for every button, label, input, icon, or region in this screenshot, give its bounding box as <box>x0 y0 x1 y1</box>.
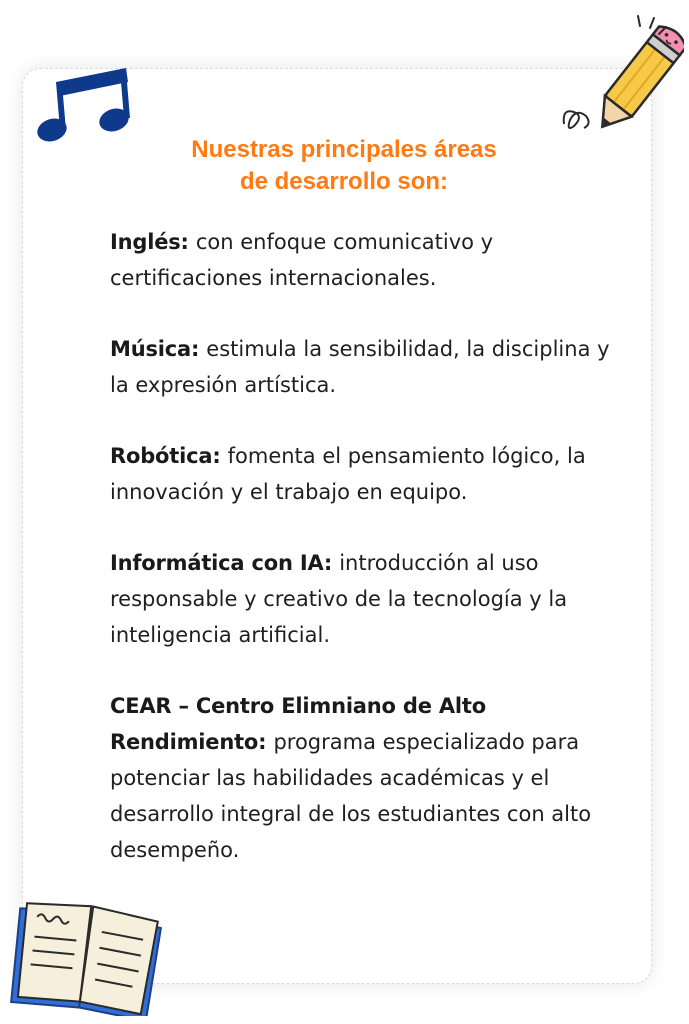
area-term: Robótica: <box>110 444 228 468</box>
area-description: estimula la sensibilidad, la disciplina y la expresión artística. <box>110 337 610 397</box>
area-description: introducción al uso responsable y creativo de la tecnología y la inteligencia artificial. <box>110 551 568 647</box>
page-heading <box>110 134 578 198</box>
area-description: fomenta el pensamiento lógico, la innovación y el trabajo en equipo. <box>110 444 586 504</box>
heading-line-2: de desarrollo son: <box>239 168 449 195</box>
area-term: Informática con IA: <box>110 551 340 575</box>
pencil-icon <box>556 12 684 142</box>
area-item-informatica-ia <box>110 545 610 653</box>
area-item-robotica <box>110 438 610 510</box>
open-book-icon <box>6 900 166 1016</box>
development-areas-list <box>110 224 610 903</box>
area-description: programa especializado para potenciar las habilidades académicas y el desarrollo integral de los estudiantes con alto desempeño. <box>110 730 592 862</box>
area-term: Inglés: <box>110 230 196 254</box>
heading-line-1: Nuestras principales áreas <box>191 136 497 163</box>
area-item-musica <box>110 331 610 403</box>
area-item-ingles <box>110 224 610 296</box>
area-description: con enfoque comunicativo y certificaciones internacionales. <box>110 230 494 290</box>
area-item-cear <box>110 688 610 868</box>
area-term: Música: <box>110 337 207 361</box>
area-term: CEAR – Centro Elimniano de Alto Rendimiento: <box>110 694 486 754</box>
